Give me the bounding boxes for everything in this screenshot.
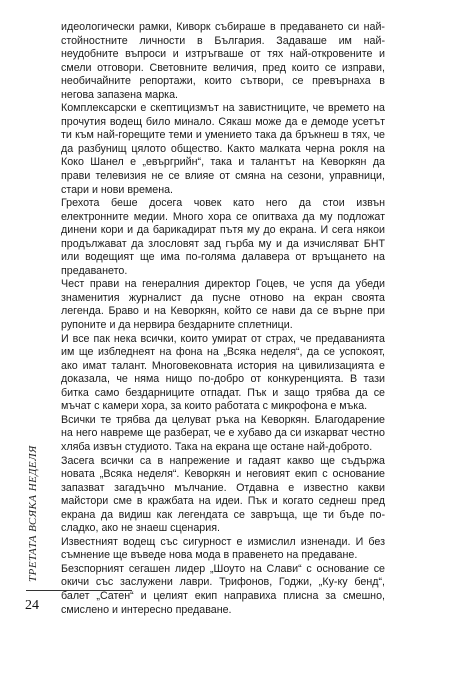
paragraph: Засега всички са в напрежение и гадаят какво ще съдържа новата „Всяка неделя“. Кеворкян и неговият екип с основание запазват загадъчно мълчание. Отдавна е известно какви майстори сме в кражбата на идеи. Пък и когато седнеш пред екрана да видиш как легендата се завръща, ще ти бъде по-сладко, ако не знаеш сценария. [61, 454, 385, 535]
paragraph: Безспорният сегашен лидер „Шоуто на Слави“ с основание се окичи със заслужени лаври. Трифонов, Годжи, „Ку-ку бенд“, балет „Сатен“ и целият екип направиха плисна за смешно, смислено и интересно предаване. [61, 562, 385, 616]
paragraph: Комплексарски е скептицизмът на завистниците, че времето на прочутия водещ било минало. Сякаш може да е демоде усетът ти към най-горещите теми и умението така да бръкнеш в тях, че да разбунищ цялото общество. Както малката черна рокля на Коко Шанел е „евъргрийн“, така и талантът на Кеворкян да прави телевизия не се влияе от смяна на сезони, управници, стари и нови времена. [61, 102, 385, 196]
paragraph: И все пак нека всички, които умират от страх, че предаванията им ще избледнеят на фона на „Всяка неделя“, да се успокоят, ако имат талант. Многовековната история на цивилизацията е доказала, че няма нищо по-добро от конкуренцията. В тази битка само бездарниците отпадат. Пък и защо трябва да се мъчат с камери хора, за които работата с микрофона е мъка. [61, 332, 385, 413]
running-title-text: ТРЕТАТА ВСЯКА НЕДЕЛЯ [27, 445, 39, 582]
paragraph: Грехота беше досега човек като него да стои извън електронните медии. Много хора се опитваха да му подложат динени кори и да барикадират пътя му до екрана. И сега някои продължават да злословят зад гърба му и да изчисляват БНТ или водещият ще има по-голяма далавера от връщането на предаването. [61, 197, 385, 277]
paragraph: идеологически рамки, Киворк събираше в предаването си най-стойностните личности в България. Задаваше им най-неудобните въпроси и изтръгваше от тях най-откровените и смели отговори. Световните величия, пред които се изправи, необичайните репортажи, които сътвори, се превърнаха в негова запазена марка. [61, 21, 385, 101]
footer-rule [26, 590, 132, 591]
page-number: 24 [25, 598, 39, 613]
paragraph: Чест прави на генералния директор Гоцев, че успя да убеди знаменития журналист да пусне отново на екран своята легенда. Браво и на Кеворкян, който се нави да се върне при рупоните и да нервира бездарните сплетници. [61, 278, 385, 332]
paragraph: Всички те трябва да целуват ръка на Кеворкян. Благодарение на него навреме ще разберат, че е хубаво да си изкарват честно хляба извън студиото. Така на екрана ще остане най-доброто. [61, 413, 385, 453]
body-text [61, 21, 385, 617]
paragraph: Известният водещ със сигурност е измислил изненади. И без съмнение ще въведе нова мода в правенето на предаване. [61, 535, 385, 562]
running-title [27, 382, 41, 582]
